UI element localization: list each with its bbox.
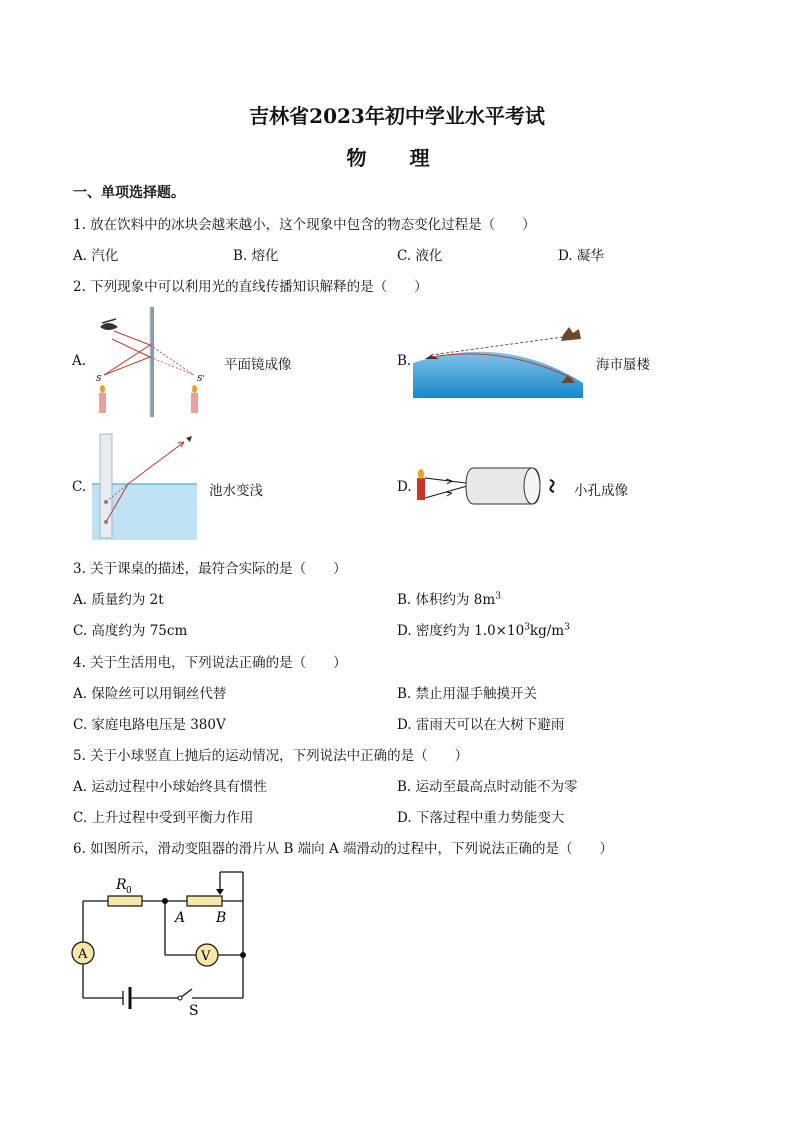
- q2-option-c-letter: C.: [72, 479, 87, 495]
- circuit-diagram: [70, 865, 260, 1020]
- question-6-stem: 6. 如图所示，滑动变阻器的滑片从 B 端向 A 端滑动的过程中，下列说法正确的是（ ）: [73, 841, 614, 857]
- q5-option-d: D. 下落过程中重力势能变大: [397, 810, 565, 826]
- q1-option-d: D. 凝华: [558, 248, 604, 264]
- question-1-stem: 1. 放在饮料中的冰块会越来越小，这个现象中包含的物态变化过程是（ ）: [73, 217, 536, 233]
- question-5-stem: 5. 关于小球竖直上抛后的运动情况，下列说法中正确的是（ ）: [73, 748, 469, 764]
- pinhole-camera-figure: [412, 462, 572, 512]
- r0-subscript: 0: [126, 886, 132, 896]
- question-4-stem: 4. 关于生活用电，下列说法正确的是（ ）: [73, 655, 347, 671]
- q3-option-a: A. 质量约为 2t: [73, 592, 164, 608]
- q2-option-b-caption: 海市蜃楼: [596, 357, 650, 373]
- plane-mirror-figure: [92, 305, 212, 420]
- q2-option-d-letter: D.: [397, 479, 412, 495]
- section-heading: 一、单项选择题。: [73, 185, 185, 201]
- question-2-stem: 2. 下列现象中可以利用光的直线传播知识解释的是（ ）: [73, 279, 428, 295]
- pool-refraction-figure: [92, 432, 202, 542]
- voltmeter-label: V: [201, 949, 211, 964]
- q1-option-c: C. 液化: [397, 248, 443, 264]
- q5-option-a: A. 运动过程中小球始终具有惯性: [73, 779, 267, 795]
- q2-option-d-caption: 小孔成像: [574, 483, 628, 499]
- label-s: S: [96, 374, 102, 383]
- q4-option-c: C. 家庭电路电压是 380V: [73, 717, 226, 733]
- switch-label: S: [189, 1003, 199, 1019]
- exam-title: 吉林省2023年初中学业水平考试: [249, 104, 545, 128]
- q4-option-a: A. 保险丝可以用铜丝代替: [73, 686, 227, 702]
- q5-option-b: B. 运动至最高点时动能不为零: [397, 779, 578, 795]
- terminal-a-label: A: [175, 910, 186, 926]
- subject-title: 物 理: [346, 146, 448, 170]
- q2-option-a-caption: 平面镜成像: [224, 357, 292, 373]
- ammeter-label: A: [78, 947, 88, 962]
- r0-label: R: [116, 877, 127, 893]
- q3-option-c: C. 高度约为 75cm: [73, 623, 188, 639]
- q4-option-d: D. 雷雨天可以在大树下避雨: [397, 717, 565, 733]
- q1-option-b: B. 熔化: [233, 248, 279, 264]
- q3-option-d: D. 密度约为 $1.0\times 10^3kg/m^3$: [397, 622, 570, 639]
- mirage-figure: [413, 323, 583, 398]
- q1-option-a: A. 汽化: [73, 248, 119, 264]
- question-3-stem: 3. 关于课桌的描述，最符合实际的是（ ）: [73, 561, 347, 577]
- q5-option-c: C. 上升过程中受到平衡力作用: [73, 810, 254, 826]
- terminal-b-label: B: [216, 910, 227, 926]
- q2-option-a-letter: A.: [72, 353, 87, 369]
- q4-option-b: B. 禁止用湿手触摸开关: [397, 686, 538, 702]
- q3-option-b: B. 体积约为 $8m^3$: [397, 591, 501, 608]
- q2-option-c-caption: 池水变浅: [209, 483, 263, 499]
- label-s-prime: S': [197, 374, 205, 383]
- q2-option-b-letter: B.: [397, 353, 412, 369]
